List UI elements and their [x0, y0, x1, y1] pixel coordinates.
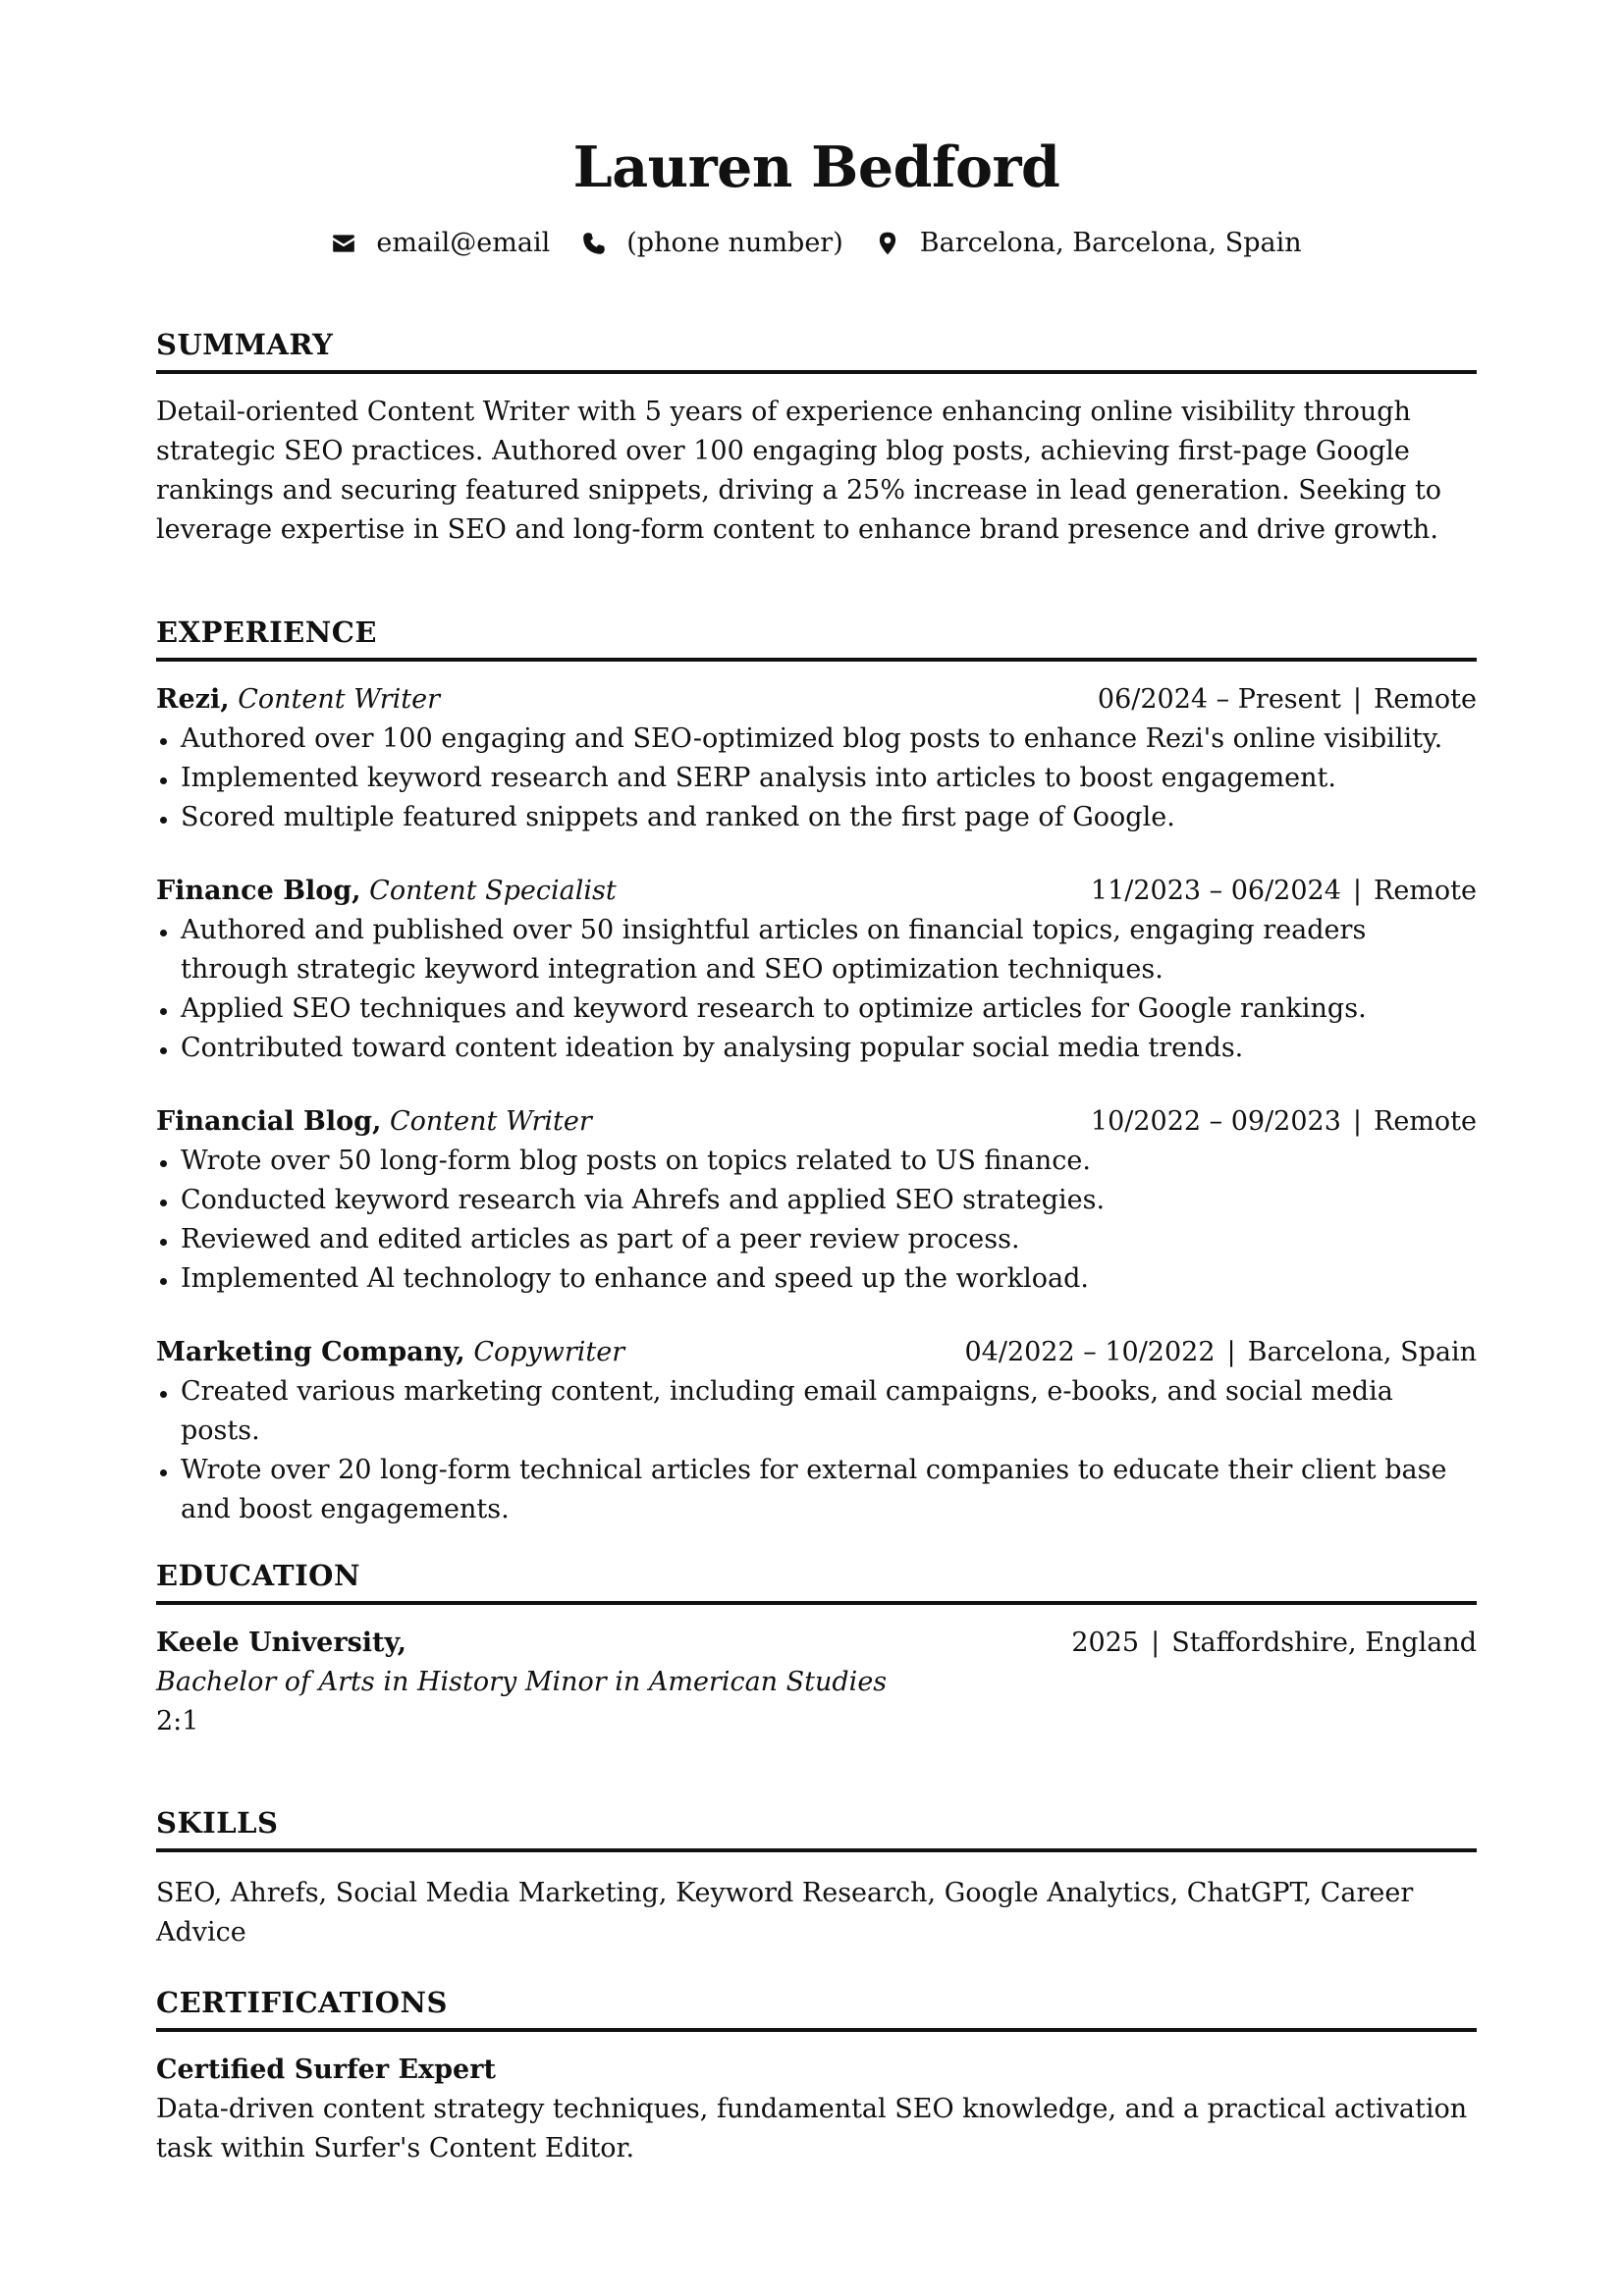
job-bullets — [156, 911, 1477, 1068]
job-dates: 11/2023 – 06/2024 — [1090, 876, 1341, 906]
list-item: Conducted keyword research via Ahrefs and applied SEO strategies. — [156, 1181, 1477, 1220]
section-title-skills: SKILLS — [156, 1803, 1477, 1852]
job-dates: 10/2022 – 09/2023 — [1090, 1106, 1341, 1137]
job-dates: 06/2024 – Present — [1097, 684, 1341, 715]
list-item: Created various marketing content, including email campaigns, e-books, and social media posts. — [156, 1372, 1477, 1451]
degree: Bachelor of Arts in History Minor in American Studies — [156, 1667, 888, 1697]
school-name: Keele University, — [156, 1628, 407, 1658]
job-role: Content Writer — [390, 1106, 592, 1137]
envelope-icon — [331, 231, 356, 256]
list-item: Authored over 100 engaging and SEO-optimized blog posts to enhance Rezi's online visibility. — [156, 720, 1477, 759]
job-company: Finance Blog, — [156, 876, 361, 906]
contact-location — [875, 224, 1302, 263]
list-item: Scored multiple featured snippets and ranked on the first page of Google. — [156, 798, 1477, 837]
job-role: Content Writer — [238, 684, 440, 715]
separator: | — [1151, 1628, 1161, 1658]
list-item: Reviewed and edited articles as part of a peer review process. — [156, 1220, 1477, 1259]
list-item: Implemented keyword research and SERP analysis into articles to boost engagement. — [156, 759, 1477, 798]
separator: | — [1352, 876, 1362, 906]
separator: | — [1352, 1106, 1362, 1137]
job-role: Content Specialist — [369, 876, 617, 906]
job-header — [156, 1333, 1477, 1372]
grade: 2:1 — [156, 1706, 199, 1736]
list-item: Applied SEO techniques and keyword research to optimize articles for Google rankings. — [156, 989, 1477, 1029]
education-section — [156, 1556, 1477, 1741]
job-location: Remote — [1374, 684, 1477, 715]
phone-icon — [581, 231, 607, 256]
job-role: Copywriter — [473, 1337, 625, 1367]
job-company: Rezi, — [156, 684, 230, 715]
certification-name: Certified Surfer Expert — [156, 2055, 496, 2085]
job-bullets — [156, 720, 1477, 837]
job-entry — [156, 872, 1477, 1068]
job-bullets — [156, 1142, 1477, 1299]
section-title-summary: SUMMARY — [156, 325, 1477, 374]
job-company: Marketing Company, — [156, 1337, 465, 1367]
job-company: Financial Blog, — [156, 1106, 382, 1137]
education-entry — [156, 1624, 1477, 1741]
section-title-certifications: CERTIFICATIONS — [156, 1983, 1477, 2032]
section-title-experience: EXPERIENCE — [156, 613, 1477, 662]
graduation-year: 2025 — [1071, 1628, 1140, 1658]
contact-line — [156, 224, 1477, 263]
job-header — [156, 680, 1477, 720]
candidate-name: Lauren Bedford — [572, 134, 1060, 200]
contact-email — [331, 224, 550, 263]
summary-section — [156, 325, 1477, 550]
job-dates: 04/2022 – 10/2022 — [964, 1337, 1216, 1367]
list-item: Wrote over 20 long-form technical articles for external companies to educate their client base and boost engagements. — [156, 1451, 1477, 1529]
job-location: Remote — [1374, 876, 1477, 906]
skills-text: SEO, Ahrefs, Social Media Marketing, Keyword Research, Google Analytics, ChatGPT, Career Advice — [156, 1878, 1414, 1948]
job-header — [156, 1102, 1477, 1142]
map-pin-icon — [875, 231, 900, 256]
location-text: Barcelona, Barcelona, Spain — [919, 228, 1302, 258]
job-location: Remote — [1374, 1106, 1477, 1137]
section-title-education: EDUCATION — [156, 1556, 1477, 1605]
school-location: Staffordshire, England — [1171, 1628, 1477, 1658]
skills-section — [156, 1803, 1477, 1952]
list-item: Implemented Al technology to enhance and speed up the workload. — [156, 1259, 1477, 1299]
contact-phone — [581, 224, 843, 263]
list-item: Contributed toward content ideation by analysing popular social media trends. — [156, 1029, 1477, 1068]
job-entry — [156, 680, 1477, 837]
summary-text: Detail-oriented Content Writer with 5 years of experience enhancing online visibility through strategic SEO practices. Authored over 100 engaging blog posts, achieving first-page Google rankings and securing featured snippets, driving a 25% increase in lead generation. Seeking to leverage expertise in SEO and long-form content to enhance brand presence and drive growth. — [156, 397, 1442, 545]
list-item: Authored and published over 50 insightful articles on financial topics, engaging readers through strategic keyword integration and SEO optimization techniques. — [156, 911, 1477, 989]
phone-text: (phone number) — [626, 228, 843, 258]
job-entry — [156, 1333, 1477, 1529]
job-header — [156, 872, 1477, 911]
separator: | — [1226, 1337, 1236, 1367]
job-bullets — [156, 1372, 1477, 1529]
job-entry — [156, 1102, 1477, 1299]
certification-description: Data-driven content strategy techniques, fundamental SEO knowledge, and a practical activation task within Surfer's Content Editor. — [156, 2094, 1468, 2163]
separator: | — [1352, 684, 1362, 715]
experience-section — [156, 613, 1477, 1529]
list-item: Wrote over 50 long-form blog posts on topics related to US finance. — [156, 1142, 1477, 1181]
certifications-section — [156, 1983, 1477, 2168]
certification-entry — [156, 2051, 1477, 2168]
education-header — [156, 1624, 1477, 1663]
job-location: Barcelona, Spain — [1247, 1337, 1477, 1367]
email-text: email@email — [376, 228, 551, 258]
